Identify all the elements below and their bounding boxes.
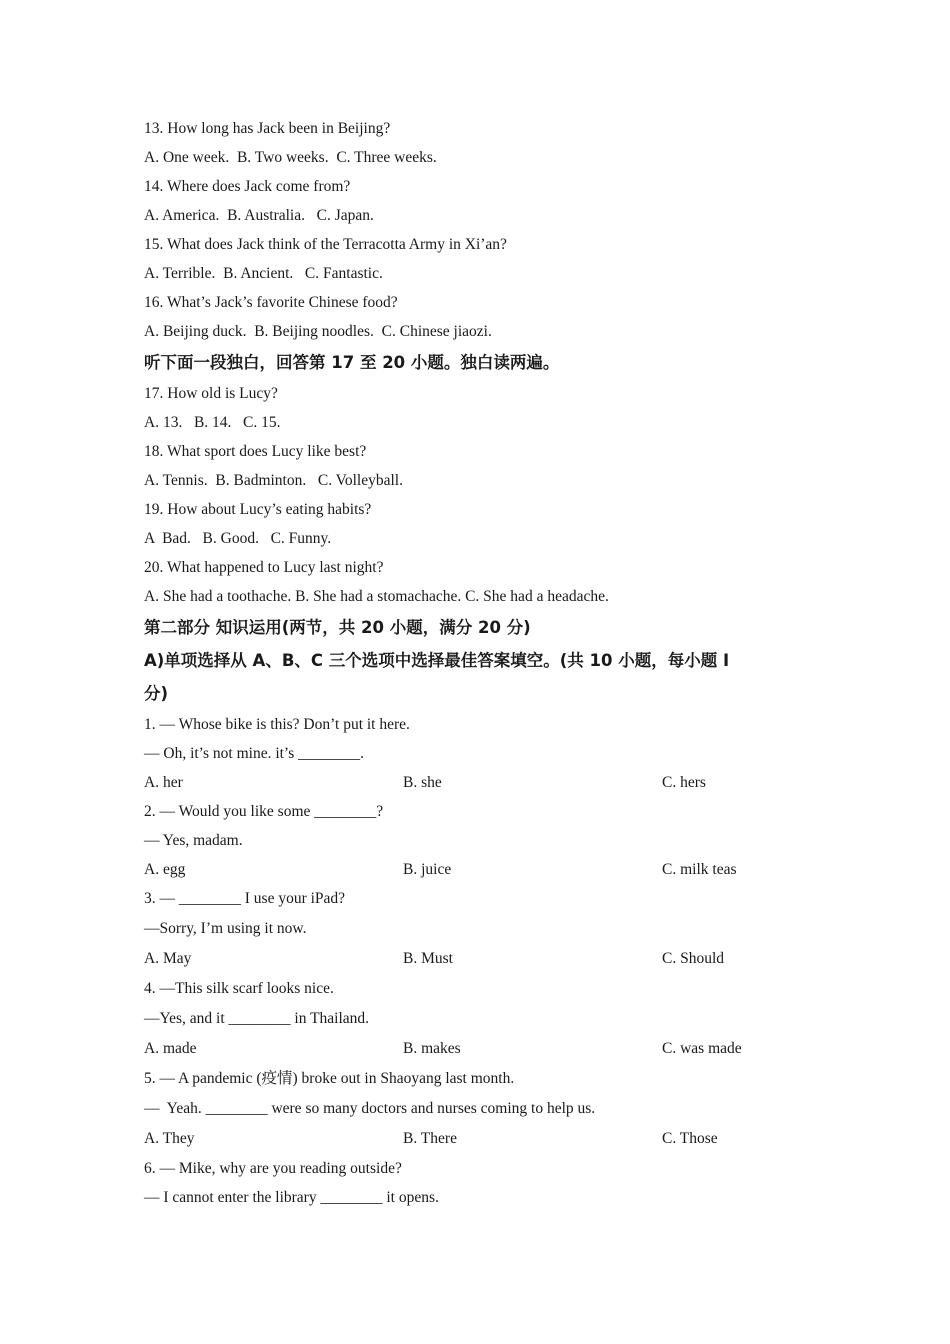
- question-response: — Yes, madam.: [144, 832, 243, 849]
- option-c: C. was made: [662, 1040, 742, 1057]
- question-response: — Yeah. ________ were so many doctors and nurses coming to help us.: [144, 1100, 596, 1117]
- question-response: — Oh, it’s not mine. it’s ________.: [144, 745, 365, 762]
- choice-question-6: [144, 1154, 830, 1212]
- option-a: A. made: [144, 1040, 197, 1057]
- question-stem: 4. —This silk scarf looks nice.: [144, 980, 334, 997]
- choice-question-2: [144, 797, 830, 884]
- options-17: A. 13. B. 14. C. 15.: [144, 414, 281, 431]
- question-stem: 6. — Mike, why are you reading outside?: [144, 1160, 402, 1177]
- section-a-instruction-line2: 分): [144, 684, 169, 703]
- choice-question-3: [144, 884, 830, 974]
- option-c: C. Should: [662, 950, 725, 967]
- options-15: A. Terrible. B. Ancient. C. Fantastic.: [144, 265, 383, 282]
- option-b: B. makes: [403, 1040, 461, 1057]
- monologue-instruction: 听下面一段独白，回答第 17 至 20 小题。独白读两遍。: [144, 353, 560, 372]
- section-a-instruction-line1: A)单项选择从 A、B、C 三个选项中选择最佳答案填空。(共 10 小题，每小题 I: [144, 651, 730, 670]
- question-18: 18. What sport does Lucy like best?: [144, 443, 367, 460]
- option-c: C. Those: [662, 1130, 718, 1147]
- option-a: A. They: [144, 1130, 195, 1147]
- answer-options: [144, 944, 830, 974]
- question-stem: 2. — Would you like some ________?: [144, 803, 384, 820]
- listening-questions-13-16: [144, 114, 830, 346]
- question-stem: 5. — A pandemic (疫情) broke out in Shaoyang last month.: [144, 1070, 515, 1087]
- option-b: B. There: [403, 1130, 457, 1147]
- question-15: 15. What does Jack think of the Terracotta Army in Xi’an?: [144, 236, 507, 253]
- question-stem: 1. — Whose bike is this? Don’t put it here.: [144, 716, 410, 733]
- options-13: A. One week. B. Two weeks. C. Three weeks.: [144, 149, 437, 166]
- choice-question-1: [144, 710, 830, 797]
- options-14: A. America. B. Australia. C. Japan.: [144, 207, 374, 224]
- option-b: B. Must: [403, 950, 453, 967]
- options-20: A. She had a toothache. B. She had a stomachache. C. She had a headache.: [144, 588, 609, 605]
- option-c: C. milk teas: [662, 861, 737, 878]
- options-18: A. Tennis. B. Badminton. C. Volleyball.: [144, 472, 403, 489]
- choice-question-5: [144, 1064, 830, 1154]
- choice-question-4: [144, 974, 830, 1064]
- option-a: A. May: [144, 950, 192, 967]
- options-16: A. Beijing duck. B. Beijing noodles. C. Chinese jiaozi.: [144, 323, 492, 340]
- question-response: — I cannot enter the library ________ it opens.: [144, 1189, 439, 1206]
- question-17: 17. How old is Lucy?: [144, 385, 278, 402]
- question-14: 14. Where does Jack come from?: [144, 178, 351, 195]
- question-response: —Sorry, I’m using it now.: [144, 920, 307, 937]
- answer-options: [144, 855, 830, 884]
- question-20: 20. What happened to Lucy last night?: [144, 559, 384, 576]
- options-19: A Bad. B. Good. C. Funny.: [144, 530, 332, 547]
- listening-questions-17-20: [144, 379, 830, 611]
- question-13: 13. How long has Jack been in Beijing?: [144, 120, 391, 137]
- answer-options: [144, 768, 830, 797]
- option-b: B. she: [403, 774, 442, 791]
- answer-options: [144, 1124, 830, 1154]
- answer-options: [144, 1034, 830, 1064]
- question-stem: 3. — ________ I use your iPad?: [144, 890, 346, 907]
- option-a: A. egg: [144, 861, 186, 878]
- question-19: 19. How about Lucy’s eating habits?: [144, 501, 372, 518]
- part-two-heading: 第二部分 知识运用(两节，共 20 小题，满分 20 分): [144, 618, 531, 637]
- option-c: C. hers: [662, 774, 706, 791]
- question-16: 16. What’s Jack’s favorite Chinese food?: [144, 294, 398, 311]
- option-b: B. juice: [403, 861, 452, 878]
- multiple-choice-section: [144, 710, 830, 1212]
- question-response: —Yes, and it ________ in Thailand.: [144, 1010, 370, 1027]
- option-a: A. her: [144, 774, 183, 791]
